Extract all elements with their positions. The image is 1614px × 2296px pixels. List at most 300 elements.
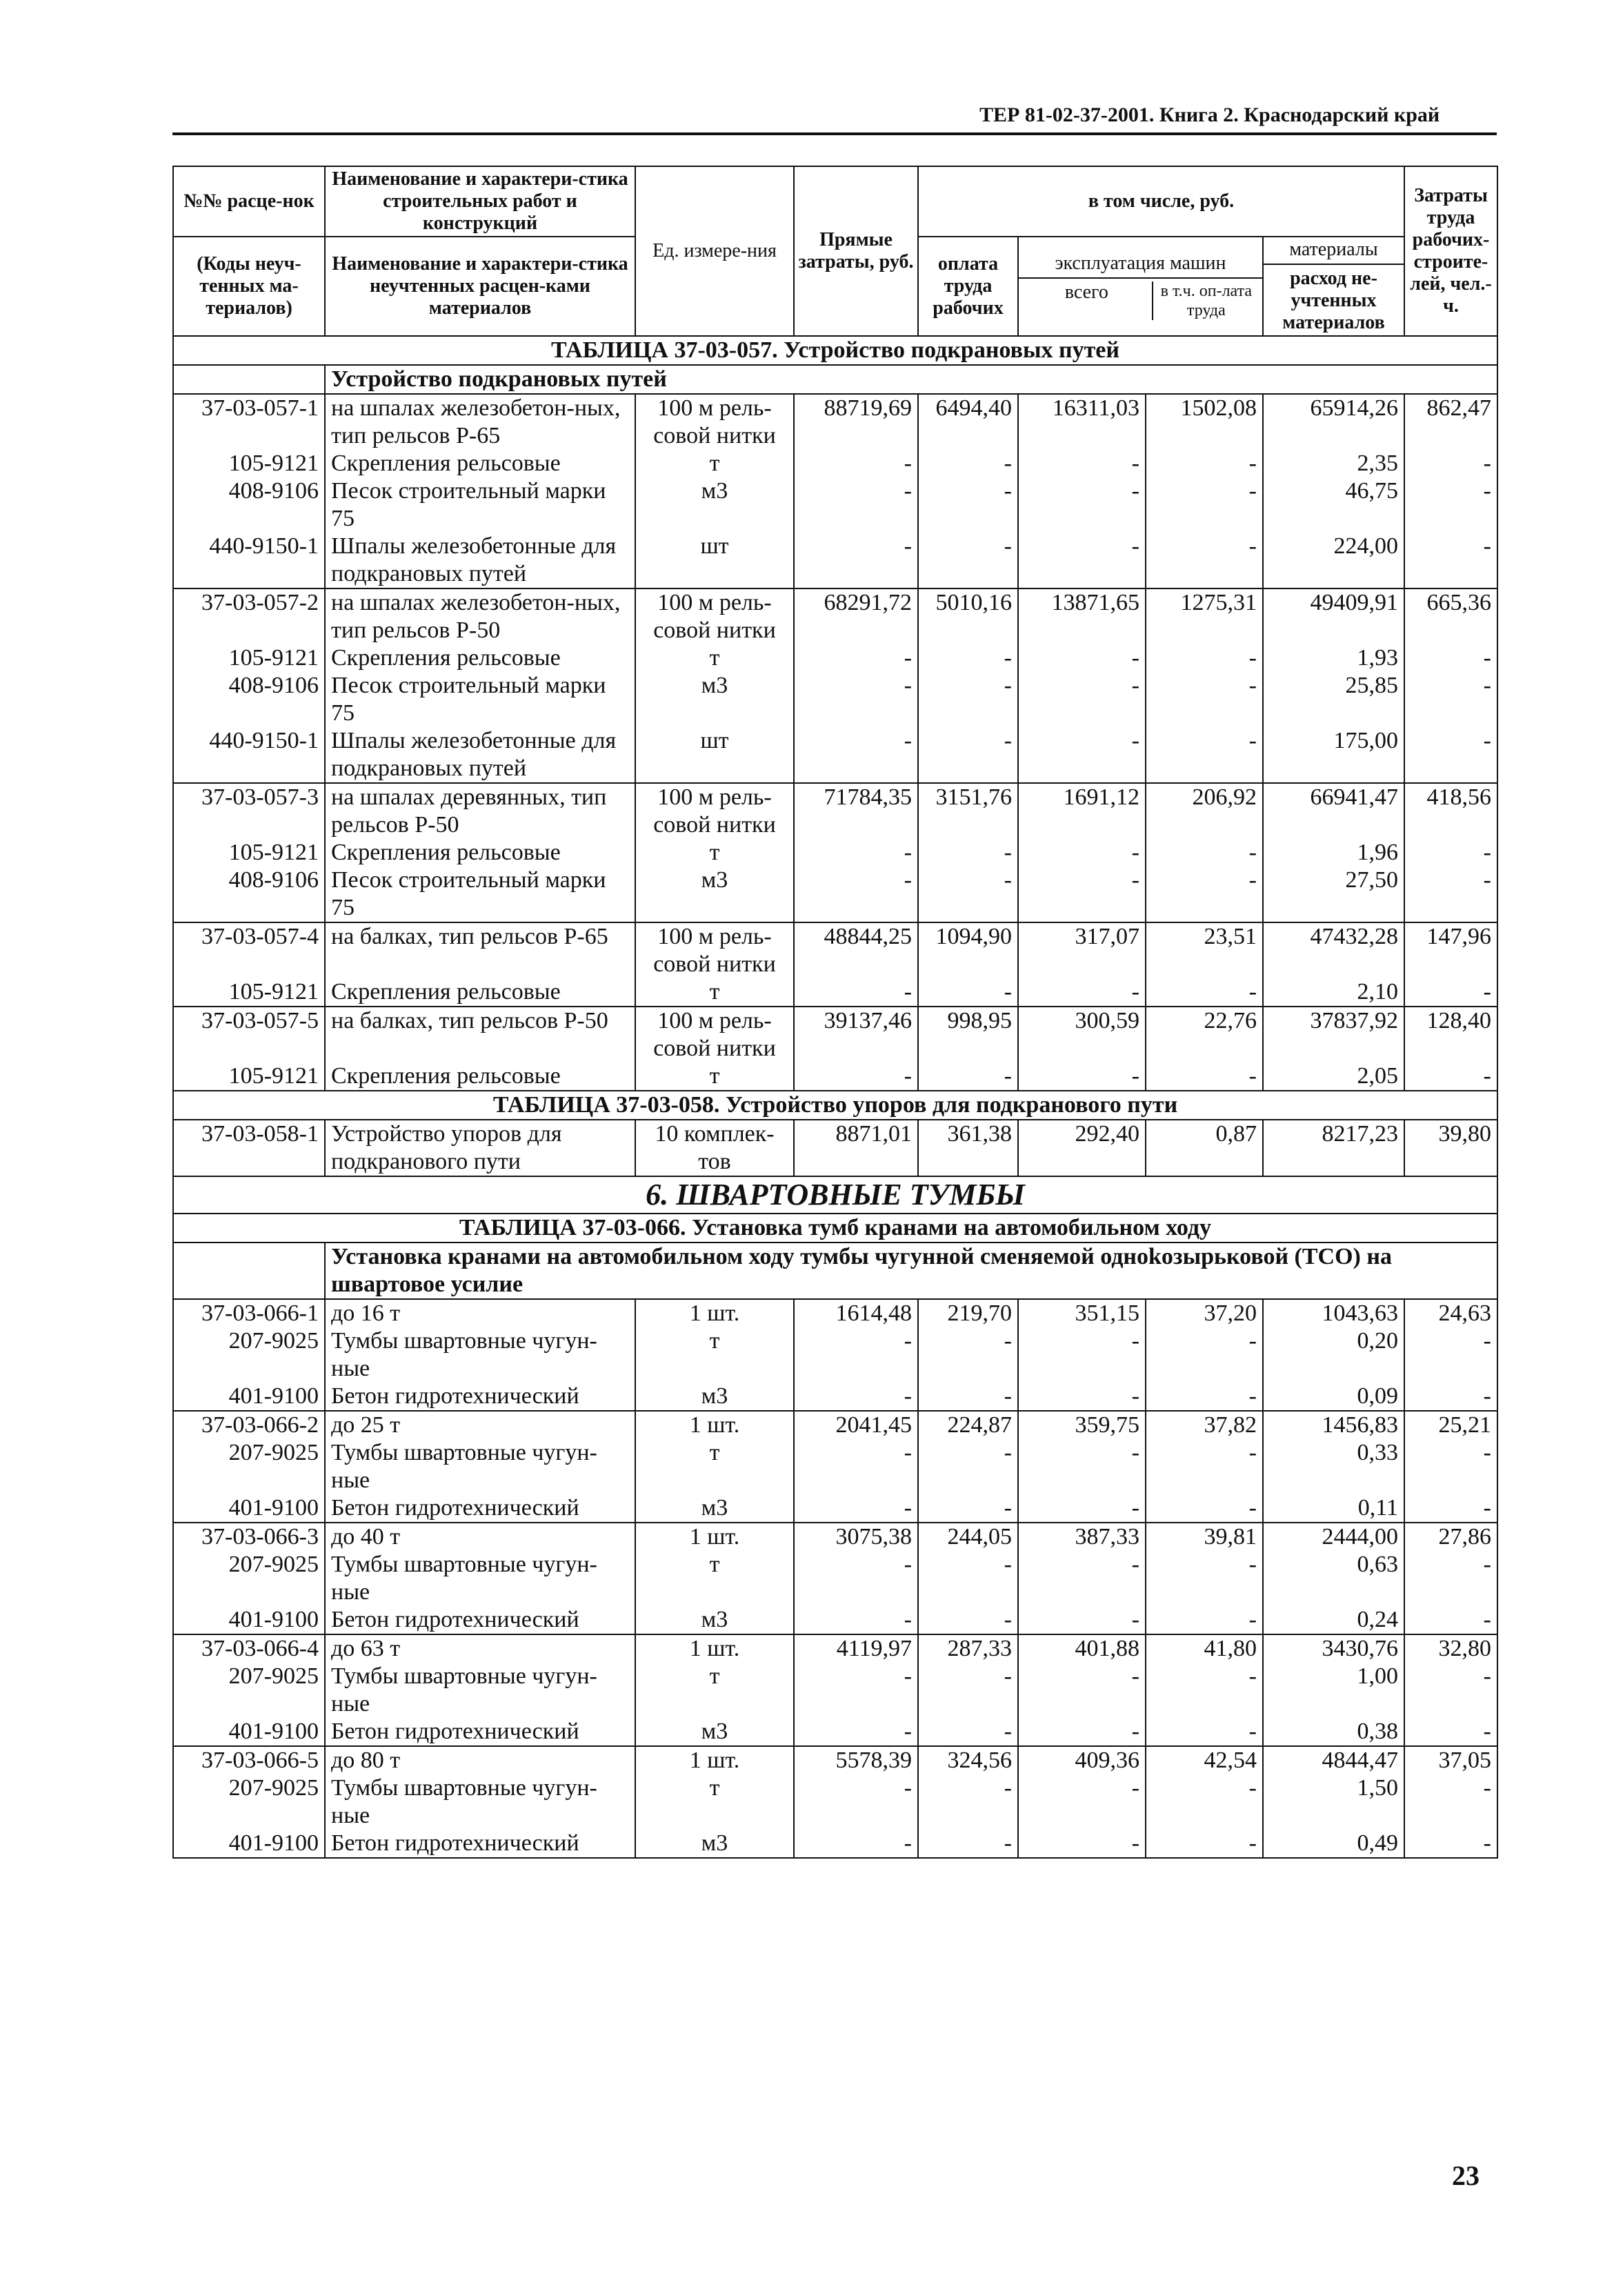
row-name: Тумбы швартовные чугун-ные xyxy=(325,1439,635,1494)
row-materials: 46,75 xyxy=(1263,477,1404,533)
row-code: 37-03-058-1 xyxy=(173,1120,325,1176)
row-labor: - xyxy=(1404,477,1497,533)
row-unit: м3 xyxy=(635,1494,794,1523)
row-materials: 2,05 xyxy=(1263,1062,1404,1091)
row-materials: 0,20 xyxy=(1263,1327,1404,1383)
row-labor: - xyxy=(1404,672,1497,727)
row-labor: - xyxy=(1404,1062,1497,1091)
row-name: на шпалах железобетон-ных, тип рельсов Р-65 xyxy=(325,394,635,450)
row-direct: 48844,25 xyxy=(794,922,918,978)
row-code: 401-9100 xyxy=(173,1494,325,1523)
row-name: Устройство упоров для подкранового пути xyxy=(325,1120,635,1176)
material-row xyxy=(173,1774,1497,1830)
row-labor: 25,21 xyxy=(1404,1411,1497,1439)
material-row xyxy=(173,1551,1497,1606)
row-code: 207-9025 xyxy=(173,1663,325,1718)
row-labor: - xyxy=(1404,533,1497,588)
row-machines: - xyxy=(1018,1718,1146,1746)
row-unit: т xyxy=(635,1327,794,1383)
row-machines-wages: - xyxy=(1146,727,1263,783)
row-code: 207-9025 xyxy=(173,1774,325,1830)
row-direct: 71784,35 xyxy=(794,783,918,839)
row-wages: 224,87 xyxy=(918,1411,1018,1439)
row-machines-wages: 37,82 xyxy=(1146,1411,1263,1439)
row-direct: - xyxy=(794,1718,918,1746)
row-unit: 100 м рель-совой нитки xyxy=(635,1007,794,1062)
row-machines: - xyxy=(1018,1551,1146,1606)
row-machines-wages: - xyxy=(1146,867,1263,922)
col-labor: Затраты труда рабочих-строите-лей, чел.-ч. xyxy=(1404,166,1497,336)
row-code: 440-9150-1 xyxy=(173,727,325,783)
row-machines-wages: - xyxy=(1146,839,1263,867)
row-machines-wages: - xyxy=(1146,533,1263,588)
row-name: Бетон гидротехнический xyxy=(325,1494,635,1523)
row-name: Тумбы швартовные чугун-ные xyxy=(325,1551,635,1606)
row-machines-wages: 23,51 xyxy=(1146,922,1263,978)
subhead-spacer xyxy=(173,1243,325,1299)
rate-row xyxy=(173,1411,1497,1439)
material-row xyxy=(173,1606,1497,1634)
table-066-title: ТАБЛИЦА 37-03-066. Установка тумб кранами на автомобильном ходу xyxy=(173,1214,1497,1243)
row-code: 37-03-066-3 xyxy=(173,1523,325,1551)
row-unit: м3 xyxy=(635,672,794,727)
row-name: Скрепления рельсовые xyxy=(325,839,635,867)
row-wages: - xyxy=(918,1439,1018,1494)
row-labor: - xyxy=(1404,1439,1497,1494)
row-code: 105-9121 xyxy=(173,978,325,1007)
row-machines: 16311,03 xyxy=(1018,394,1146,450)
row-machines: - xyxy=(1018,672,1146,727)
row-labor: - xyxy=(1404,1606,1497,1634)
row-wages: - xyxy=(918,450,1018,477)
row-wages: - xyxy=(918,727,1018,783)
row-direct: 3075,38 xyxy=(794,1523,918,1551)
row-wages: 361,38 xyxy=(918,1120,1018,1176)
rate-row xyxy=(173,1746,1497,1774)
row-name: Шпалы железобетонные для подкрановых путей xyxy=(325,533,635,588)
rate-row xyxy=(173,783,1497,839)
row-unit: 1 шт. xyxy=(635,1746,794,1774)
row-unit: т xyxy=(635,1439,794,1494)
row-unit: шт xyxy=(635,727,794,783)
row-labor: - xyxy=(1404,1551,1497,1606)
row-direct: - xyxy=(794,450,918,477)
row-machines-wages: 0,87 xyxy=(1146,1120,1263,1176)
row-code: 207-9025 xyxy=(173,1551,325,1606)
table-066-subhead: Установка кранами на автомобильном ходу тумбы чугунной сменяемой одноkозырьковой (ТСО) на швартовое усилие xyxy=(325,1243,1497,1299)
row-machines-wages: - xyxy=(1146,1551,1263,1606)
row-machines: - xyxy=(1018,533,1146,588)
row-direct: 8871,01 xyxy=(794,1120,918,1176)
row-wages: - xyxy=(918,839,1018,867)
row-wages: - xyxy=(918,978,1018,1007)
row-machines-wages: - xyxy=(1146,1718,1263,1746)
row-wages: - xyxy=(918,867,1018,922)
col-machines-total: всего xyxy=(1022,281,1153,320)
col-machines-wages: в т.ч. оп-лата труда xyxy=(1160,282,1253,319)
material-row xyxy=(173,978,1497,1007)
row-machines-wages: 22,76 xyxy=(1146,1007,1263,1062)
row-machines: 1691,12 xyxy=(1018,783,1146,839)
row-code: 207-9025 xyxy=(173,1327,325,1383)
material-row xyxy=(173,1494,1497,1523)
row-code: 105-9121 xyxy=(173,644,325,672)
row-code: 37-03-057-5 xyxy=(173,1007,325,1062)
row-labor: - xyxy=(1404,1327,1497,1383)
col-name-top: Наименование и характери-стика строительных работ и конструкций xyxy=(325,166,635,237)
row-materials: 1,96 xyxy=(1263,839,1404,867)
row-unit: 1 шт. xyxy=(635,1299,794,1327)
row-unit: 100 м рель-совой нитки xyxy=(635,783,794,839)
row-unit: т xyxy=(635,1551,794,1606)
row-labor: - xyxy=(1404,727,1497,783)
rate-row xyxy=(173,1523,1497,1551)
row-name: до 25 т xyxy=(325,1411,635,1439)
row-labor: 665,36 xyxy=(1404,588,1497,644)
row-wages: - xyxy=(918,1062,1018,1091)
header-rule xyxy=(172,132,1497,135)
col-num-bottom: (Коды неуч-тенных ма-териалов) xyxy=(173,237,325,336)
row-code: 207-9025 xyxy=(173,1439,325,1494)
row-machines: - xyxy=(1018,1439,1146,1494)
row-labor: 39,80 xyxy=(1404,1120,1497,1176)
row-machines-wages: - xyxy=(1146,450,1263,477)
row-labor: 862,47 xyxy=(1404,394,1497,450)
row-unit: т xyxy=(635,839,794,867)
row-labor: - xyxy=(1404,1663,1497,1718)
subhead-spacer xyxy=(173,365,325,394)
row-labor: - xyxy=(1404,978,1497,1007)
row-unit: 1 шт. xyxy=(635,1523,794,1551)
row-unit: шт xyxy=(635,533,794,588)
row-code: 105-9121 xyxy=(173,839,325,867)
row-direct: - xyxy=(794,978,918,1007)
row-name: Скрепления рельсовые xyxy=(325,978,635,1007)
row-name: Бетон гидротехнический xyxy=(325,1718,635,1746)
row-machines: 351,15 xyxy=(1018,1299,1146,1327)
row-materials: 0,11 xyxy=(1263,1494,1404,1523)
row-direct: 88719,69 xyxy=(794,394,918,450)
table-057-subhead: Устройство подкрановых путей xyxy=(325,365,1497,394)
row-wages: 287,33 xyxy=(918,1634,1018,1663)
row-machines-wages: 206,92 xyxy=(1146,783,1263,839)
row-unit: м3 xyxy=(635,1830,794,1858)
row-labor: 24,63 xyxy=(1404,1299,1497,1327)
row-name: на балках, тип рельсов Р-50 xyxy=(325,1007,635,1062)
row-wages: 6494,40 xyxy=(918,394,1018,450)
material-row xyxy=(173,727,1497,783)
row-direct: - xyxy=(794,1774,918,1830)
row-name: Скрепления рельсовые xyxy=(325,1062,635,1091)
row-name: Бетон гидротехнический xyxy=(325,1830,635,1858)
col-name-bottom: Наименование и характери-стика неучтенных расцен-ками материалов xyxy=(325,237,635,336)
material-row xyxy=(173,1718,1497,1746)
row-machines: 300,59 xyxy=(1018,1007,1146,1062)
col-materials-sub: расход не-учтенных материалов xyxy=(1282,268,1385,333)
row-wages: - xyxy=(918,533,1018,588)
row-materials: 0,24 xyxy=(1263,1606,1404,1634)
row-materials: 0,49 xyxy=(1263,1830,1404,1858)
row-name: до 40 т xyxy=(325,1523,635,1551)
material-row xyxy=(173,1663,1497,1718)
row-materials: 27,50 xyxy=(1263,867,1404,922)
row-direct: 1614,48 xyxy=(794,1299,918,1327)
row-direct: - xyxy=(794,1383,918,1411)
row-labor: - xyxy=(1404,839,1497,867)
rate-row xyxy=(173,394,1497,450)
row-materials: 0,63 xyxy=(1263,1551,1404,1606)
row-name: Тумбы швартовные чугун-ные xyxy=(325,1663,635,1718)
rate-row xyxy=(173,1634,1497,1663)
row-direct: 68291,72 xyxy=(794,588,918,644)
row-wages: - xyxy=(918,1494,1018,1523)
col-machines xyxy=(1018,237,1263,336)
row-machines-wages: 37,20 xyxy=(1146,1299,1263,1327)
row-code: 105-9121 xyxy=(173,1062,325,1091)
row-materials: 49409,91 xyxy=(1263,588,1404,644)
col-materials-label: материалы xyxy=(1264,239,1404,265)
row-labor: - xyxy=(1404,1774,1497,1830)
row-code: 37-03-057-3 xyxy=(173,783,325,839)
row-machines: - xyxy=(1018,477,1146,533)
col-direct: Прямые затраты, руб. xyxy=(794,166,918,336)
row-labor: 128,40 xyxy=(1404,1007,1497,1062)
row-direct: - xyxy=(794,644,918,672)
row-materials: 8217,23 xyxy=(1263,1120,1404,1176)
row-direct: - xyxy=(794,1327,918,1383)
row-machines-wages: - xyxy=(1146,1494,1263,1523)
row-machines: - xyxy=(1018,1062,1146,1091)
row-unit: 10 комплек-тов xyxy=(635,1120,794,1176)
row-name: на шпалах деревянных, тип рельсов Р-50 xyxy=(325,783,635,839)
row-wages: - xyxy=(918,1830,1018,1858)
row-unit: т xyxy=(635,1663,794,1718)
row-machines-wages: 1275,31 xyxy=(1146,588,1263,644)
row-materials: 3430,76 xyxy=(1263,1634,1404,1663)
row-code: 37-03-057-1 xyxy=(173,394,325,450)
row-machines: 401,88 xyxy=(1018,1634,1146,1663)
row-unit: 100 м рель-совой нитки xyxy=(635,922,794,978)
row-name: Бетон гидротехнический xyxy=(325,1606,635,1634)
row-machines-wages: - xyxy=(1146,1062,1263,1091)
row-code: 105-9121 xyxy=(173,450,325,477)
row-unit: 1 шт. xyxy=(635,1411,794,1439)
row-machines: 409,36 xyxy=(1018,1746,1146,1774)
row-wages: - xyxy=(918,644,1018,672)
row-machines: 317,07 xyxy=(1018,922,1146,978)
row-wages: 998,95 xyxy=(918,1007,1018,1062)
row-labor: - xyxy=(1404,1383,1497,1411)
row-name: Шпалы железобетонные для подкрановых путей xyxy=(325,727,635,783)
row-machines: - xyxy=(1018,978,1146,1007)
row-direct: - xyxy=(794,1551,918,1606)
row-unit: м3 xyxy=(635,1718,794,1746)
row-materials: 66941,47 xyxy=(1263,783,1404,839)
row-machines: - xyxy=(1018,1494,1146,1523)
row-machines-wages: - xyxy=(1146,672,1263,727)
row-labor: 418,56 xyxy=(1404,783,1497,839)
row-labor: - xyxy=(1404,644,1497,672)
row-materials: 4844,47 xyxy=(1263,1746,1404,1774)
col-incl: в том числе, руб. xyxy=(918,166,1404,237)
row-machines-wages: - xyxy=(1146,1830,1263,1858)
row-wages: 5010,16 xyxy=(918,588,1018,644)
row-labor: - xyxy=(1404,450,1497,477)
table-057-title: ТАБЛИЦА 37-03-057. Устройство подкрановых путей xyxy=(173,336,1497,365)
row-materials: 0,33 xyxy=(1263,1439,1404,1494)
row-direct: 2041,45 xyxy=(794,1411,918,1439)
row-direct: - xyxy=(794,839,918,867)
row-code: 401-9100 xyxy=(173,1606,325,1634)
row-wages: - xyxy=(918,477,1018,533)
material-row xyxy=(173,1327,1497,1383)
row-unit: м3 xyxy=(635,1383,794,1411)
row-labor: 147,96 xyxy=(1404,922,1497,978)
row-code: 37-03-066-2 xyxy=(173,1411,325,1439)
row-unit: т xyxy=(635,1062,794,1091)
row-wages: - xyxy=(918,672,1018,727)
row-machines: - xyxy=(1018,1383,1146,1411)
row-materials: 175,00 xyxy=(1263,727,1404,783)
row-machines: - xyxy=(1018,450,1146,477)
row-wages: - xyxy=(918,1383,1018,1411)
row-code: 401-9100 xyxy=(173,1383,325,1411)
row-direct: - xyxy=(794,533,918,588)
rate-row xyxy=(173,588,1497,644)
row-machines-wages: - xyxy=(1146,644,1263,672)
row-unit: т xyxy=(635,1774,794,1830)
material-row xyxy=(173,1383,1497,1411)
row-materials: 37837,92 xyxy=(1263,1007,1404,1062)
row-name: до 80 т xyxy=(325,1746,635,1774)
rate-row xyxy=(173,1299,1497,1327)
row-materials: 0,38 xyxy=(1263,1718,1404,1746)
row-machines-wages: 39,81 xyxy=(1146,1523,1263,1551)
col-wages: оплата труда рабочих xyxy=(918,237,1018,336)
row-wages: - xyxy=(918,1327,1018,1383)
row-code: 37-03-057-4 xyxy=(173,922,325,978)
row-wages: 3151,76 xyxy=(918,783,1018,839)
row-materials: 2,35 xyxy=(1263,450,1404,477)
row-name: Тумбы швартовные чугун-ные xyxy=(325,1774,635,1830)
row-name: до 16 т xyxy=(325,1299,635,1327)
row-labor: 32,80 xyxy=(1404,1634,1497,1663)
rate-row xyxy=(173,1007,1497,1062)
row-machines: - xyxy=(1018,839,1146,867)
row-code: 408-9106 xyxy=(173,672,325,727)
row-machines: 13871,65 xyxy=(1018,588,1146,644)
row-wages: - xyxy=(918,1718,1018,1746)
row-name: до 63 т xyxy=(325,1634,635,1663)
row-direct: - xyxy=(794,1663,918,1718)
row-materials: 2,10 xyxy=(1263,978,1404,1007)
row-machines-wages: - xyxy=(1146,1383,1263,1411)
row-code: 37-03-066-5 xyxy=(173,1746,325,1774)
row-name: Песок строительный марки 75 xyxy=(325,477,635,533)
row-materials: 65914,26 xyxy=(1263,394,1404,450)
row-code: 440-9150-1 xyxy=(173,533,325,588)
row-unit: м3 xyxy=(635,1606,794,1634)
row-machines: - xyxy=(1018,867,1146,922)
row-name: Скрепления рельсовые xyxy=(325,450,635,477)
col-machines-label: эксплуатация машин xyxy=(1019,253,1262,279)
material-row xyxy=(173,1062,1497,1091)
row-labor: - xyxy=(1404,1718,1497,1746)
row-direct: - xyxy=(794,1439,918,1494)
row-materials: 47432,28 xyxy=(1263,922,1404,978)
row-wages: - xyxy=(918,1774,1018,1830)
row-direct: - xyxy=(794,1494,918,1523)
row-materials: 0,09 xyxy=(1263,1383,1404,1411)
row-unit: т xyxy=(635,978,794,1007)
row-labor: 37,05 xyxy=(1404,1746,1497,1774)
row-machines: - xyxy=(1018,1606,1146,1634)
row-materials: 1456,83 xyxy=(1263,1411,1404,1439)
row-machines-wages: 42,54 xyxy=(1146,1746,1263,1774)
row-labor: - xyxy=(1404,1830,1497,1858)
row-name: Скрепления рельсовые xyxy=(325,644,635,672)
row-machines-wages: - xyxy=(1146,1606,1263,1634)
row-unit: 100 м рель-совой нитки xyxy=(635,394,794,450)
row-labor: - xyxy=(1404,867,1497,922)
row-name: Тумбы швартовные чугун-ные xyxy=(325,1327,635,1383)
row-machines-wages: - xyxy=(1146,477,1263,533)
rate-row xyxy=(173,1120,1497,1176)
row-machines-wages: - xyxy=(1146,1663,1263,1718)
material-row xyxy=(173,450,1497,477)
row-materials: 1,93 xyxy=(1263,644,1404,672)
material-row xyxy=(173,1830,1497,1858)
row-materials: 1,50 xyxy=(1263,1774,1404,1830)
row-direct: - xyxy=(794,1062,918,1091)
row-wages: 244,05 xyxy=(918,1523,1018,1551)
row-name: на балках, тип рельсов Р-65 xyxy=(325,922,635,978)
col-num-top: №№ расце-нок xyxy=(173,166,325,237)
row-code: 37-03-066-4 xyxy=(173,1634,325,1663)
row-wages: - xyxy=(918,1606,1018,1634)
row-wages: 1094,90 xyxy=(918,922,1018,978)
row-direct: 5578,39 xyxy=(794,1746,918,1774)
row-direct: - xyxy=(794,867,918,922)
row-direct: - xyxy=(794,1606,918,1634)
row-code: 408-9106 xyxy=(173,867,325,922)
row-direct: - xyxy=(794,672,918,727)
row-wages: - xyxy=(918,1663,1018,1718)
row-materials: 1043,63 xyxy=(1263,1299,1404,1327)
col-unit: Ед. измере-ния xyxy=(635,166,794,336)
row-machines: - xyxy=(1018,1327,1146,1383)
row-labor: - xyxy=(1404,1494,1497,1523)
row-code: 37-03-057-2 xyxy=(173,588,325,644)
page-header: ТЕР 81-02-37-2001. Книга 2. Краснодарский край xyxy=(979,103,1440,126)
material-row xyxy=(173,644,1497,672)
material-row xyxy=(173,1439,1497,1494)
row-direct: - xyxy=(794,727,918,783)
row-name: Песок строительный марки 75 xyxy=(325,672,635,727)
row-unit: м3 xyxy=(635,867,794,922)
row-machines: 359,75 xyxy=(1018,1411,1146,1439)
row-code: 401-9100 xyxy=(173,1830,325,1858)
row-unit: 100 м рель-совой нитки xyxy=(635,588,794,644)
row-materials: 25,85 xyxy=(1263,672,1404,727)
row-machines-wages: - xyxy=(1146,1774,1263,1830)
row-materials: 2444,00 xyxy=(1263,1523,1404,1551)
row-unit: 1 шт. xyxy=(635,1634,794,1663)
row-direct: 39137,46 xyxy=(794,1007,918,1062)
row-name: на шпалах железобетон-ных, тип рельсов Р-50 xyxy=(325,588,635,644)
row-machines: - xyxy=(1018,1663,1146,1718)
material-row xyxy=(173,672,1497,727)
